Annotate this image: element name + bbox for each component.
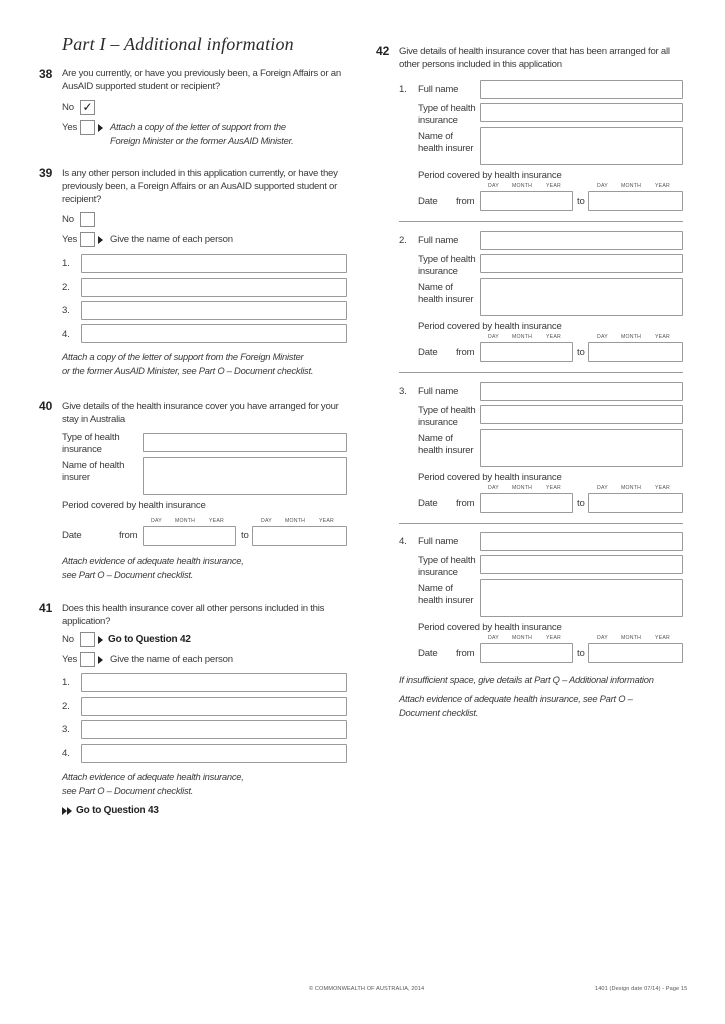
- insured-person-block: [396, 382, 688, 528]
- q39-note-line: or the former AusAID Minister, see Part O – Document checklist.: [62, 365, 314, 376]
- q41-note-line: see Part O – Document checklist.: [62, 785, 194, 796]
- question-38-number: 38: [39, 67, 53, 81]
- from-day-caption: DAY: [488, 183, 499, 189]
- q40-from-label: from: [119, 530, 138, 541]
- insurance-type-field[interactable]: [480, 555, 683, 574]
- q40-to-label: to: [241, 530, 249, 541]
- q39-person-name-field[interactable]: [81, 301, 347, 320]
- to-year-caption: YEAR: [655, 334, 670, 340]
- insurer-label-line: health insurer: [418, 143, 474, 154]
- insurer-label-line: health insurer: [418, 445, 474, 456]
- insurer-name-field[interactable]: [480, 579, 683, 617]
- full-name-field[interactable]: [480, 382, 683, 401]
- full-name-label: Full name: [418, 536, 459, 547]
- insurance-type-field[interactable]: [480, 103, 683, 122]
- insurer-name-field[interactable]: [480, 429, 683, 467]
- insurer-label-line: Name of: [418, 583, 453, 594]
- insurer-label-line: health insurer: [418, 595, 474, 606]
- q41-yes-checkbox[interactable]: [80, 652, 95, 667]
- date-to-field[interactable]: [588, 342, 683, 362]
- question-42-text-line: other persons included in this application: [399, 59, 562, 70]
- from-label: from: [456, 196, 475, 207]
- to-day-caption: DAY: [597, 485, 608, 491]
- q40-from-day-caption: DAY: [151, 518, 162, 524]
- question-41-number: 41: [39, 601, 53, 615]
- to-label: to: [577, 498, 585, 509]
- from-year-caption: YEAR: [546, 183, 561, 189]
- q41-no-label: No: [62, 634, 74, 645]
- date-to-field[interactable]: [588, 643, 683, 663]
- insured-person-block: [396, 80, 688, 226]
- arrow-right-icon: [98, 236, 103, 244]
- q39-yes-label: Yes: [62, 234, 78, 245]
- q39-yes-checkbox[interactable]: [80, 232, 95, 247]
- to-label: to: [577, 648, 585, 659]
- date-label: Date: [418, 648, 438, 659]
- q40-to-month-caption: MONTH: [285, 518, 306, 524]
- q39-note-line: Attach a copy of the letter of support from the Foreign Minister: [62, 351, 304, 362]
- type-label-line: insurance: [418, 115, 458, 126]
- person-number: 2.: [399, 235, 407, 246]
- type-label-line: Type of health: [418, 405, 476, 416]
- from-month-caption: MONTH: [512, 635, 533, 641]
- question-39-text-line: previously been, a Foreign Affairs or an AusAID supported student or: [62, 181, 338, 192]
- type-label-line: insurance: [418, 567, 458, 578]
- goto-question-42: Go to Question 42: [108, 634, 191, 645]
- insurer-name-field[interactable]: [480, 278, 683, 316]
- from-year-caption: YEAR: [546, 485, 561, 491]
- arrow-right-icon: [98, 656, 103, 664]
- from-day-caption: DAY: [488, 635, 499, 641]
- to-month-caption: MONTH: [621, 334, 642, 340]
- type-label-line: insurance: [418, 266, 458, 277]
- to-month-caption: MONTH: [621, 635, 642, 641]
- copyright-footer: © COMMONWEALTH OF AUSTRALIA, 2014: [309, 986, 425, 992]
- q40-date-label: Date: [62, 530, 82, 541]
- q40-type-label-line: Type of health: [62, 432, 120, 443]
- question-40-number: 40: [39, 399, 53, 413]
- from-day-caption: DAY: [488, 334, 499, 340]
- insufficient-space-note: If insufficient space, give details at Part Q – Additional information: [399, 674, 654, 685]
- question-38-text-line: Are you currently, or have you previously been, a Foreign Affairs or an: [62, 68, 341, 79]
- q41-person-name-field[interactable]: [81, 673, 347, 692]
- from-label: from: [456, 498, 475, 509]
- q40-type-label-line: insurance: [62, 444, 102, 455]
- checkmark-icon: ✓: [82, 100, 93, 114]
- q41-row-label: 2.: [62, 701, 70, 712]
- attach-evidence-note-line: Attach evidence of adequate health insurance, see Part O –: [399, 693, 633, 704]
- type-label-line: Type of health: [418, 555, 476, 566]
- question-41-text-line: application?: [62, 616, 111, 627]
- period-label: Period covered by health insurance: [418, 472, 562, 483]
- from-year-caption: YEAR: [546, 334, 561, 340]
- q39-row-label: 3.: [62, 305, 70, 316]
- insured-person-block: [396, 532, 688, 678]
- from-year-caption: YEAR: [546, 635, 561, 641]
- date-from-field[interactable]: [480, 493, 573, 513]
- insurance-type-field[interactable]: [480, 405, 683, 424]
- goto-question-43: Go to Question 43: [76, 805, 159, 816]
- insurer-label-line: health insurer: [418, 294, 474, 305]
- q40-insurer-name-field[interactable]: [143, 457, 347, 495]
- period-label: Period covered by health insurance: [418, 622, 562, 633]
- q39-no-checkbox[interactable]: [80, 212, 95, 227]
- q41-person-name-field[interactable]: [81, 697, 347, 716]
- q39-row-label: 2.: [62, 282, 70, 293]
- to-day-caption: DAY: [597, 334, 608, 340]
- q39-no-label: No: [62, 214, 74, 225]
- arrow-right-icon: [98, 636, 103, 644]
- q39-yes-instruction: Give the name of each person: [110, 234, 233, 245]
- full-name-label: Full name: [418, 84, 459, 95]
- q39-person-name-field[interactable]: [81, 278, 347, 297]
- type-label-line: insurance: [418, 417, 458, 428]
- period-label: Period covered by health insurance: [418, 321, 562, 332]
- date-label: Date: [418, 196, 438, 207]
- date-label: Date: [418, 347, 438, 358]
- q41-yes-instruction: Give the name of each person: [110, 654, 233, 665]
- period-label: Period covered by health insurance: [418, 170, 562, 181]
- q38-yes-label: Yes: [62, 122, 78, 133]
- q41-row-label: 3.: [62, 724, 70, 735]
- q41-row-label: 1.: [62, 677, 70, 688]
- full-name-label: Full name: [418, 235, 459, 246]
- section-divider: [399, 221, 683, 222]
- q40-insurer-label-line: insurer: [62, 472, 90, 483]
- to-year-caption: YEAR: [655, 183, 670, 189]
- to-label: to: [577, 196, 585, 207]
- from-month-caption: MONTH: [512, 485, 533, 491]
- to-day-caption: DAY: [597, 183, 608, 189]
- q40-note-line: see Part O – Document checklist.: [62, 569, 194, 580]
- q40-note-line: Attach evidence of adequate health insurance,: [62, 555, 244, 566]
- q40-from-month-caption: MONTH: [175, 518, 196, 524]
- question-39-text-line: recipient?: [62, 194, 102, 205]
- full-name-label: Full name: [418, 386, 459, 397]
- section-divider: [399, 372, 683, 373]
- q40-to-year-caption: YEAR: [319, 518, 334, 524]
- person-number: 4.: [399, 536, 407, 547]
- q41-person-name-field[interactable]: [81, 720, 347, 739]
- double-arrow-right-icon: [67, 807, 72, 815]
- to-month-caption: MONTH: [621, 183, 642, 189]
- insurer-label-line: Name of: [418, 433, 453, 444]
- q39-person-name-field[interactable]: [81, 324, 347, 343]
- section-title: Part I – Additional information: [62, 34, 294, 54]
- person-number: 1.: [399, 84, 407, 95]
- attach-evidence-note-line: Document checklist.: [399, 707, 479, 718]
- q39-person-name-field[interactable]: [81, 254, 347, 273]
- q40-date-from-field[interactable]: [143, 526, 236, 546]
- from-month-caption: MONTH: [512, 183, 533, 189]
- q40-date-to-field[interactable]: [252, 526, 347, 546]
- from-label: from: [456, 648, 475, 659]
- question-39-text-line: Is any other person included in this application currently, or have they: [62, 168, 338, 179]
- to-year-caption: YEAR: [655, 635, 670, 641]
- date-from-field[interactable]: [480, 643, 573, 663]
- date-label: Date: [418, 498, 438, 509]
- q41-yes-label: Yes: [62, 654, 78, 665]
- page-info-footer: 1401 (Design date 07/14) - Page 15: [595, 986, 688, 992]
- question-42-text-line: Give details of health insurance cover that has been arranged for all: [399, 46, 670, 57]
- full-name-field[interactable]: [480, 80, 683, 99]
- q41-person-name-field[interactable]: [81, 744, 347, 763]
- arrow-right-icon: [98, 124, 103, 132]
- date-to-field[interactable]: [588, 493, 683, 513]
- q40-period-label: Period covered by health insurance: [62, 500, 206, 511]
- q41-no-checkbox[interactable]: [80, 632, 95, 647]
- insured-person-block: [396, 231, 688, 377]
- q38-yes-note-line: Foreign Minister or the former AusAID Minister.: [110, 135, 294, 146]
- full-name-field[interactable]: [480, 231, 683, 250]
- q39-row-label: 1.: [62, 258, 70, 269]
- date-from-field[interactable]: [480, 342, 573, 362]
- q40-from-year-caption: YEAR: [209, 518, 224, 524]
- q41-note-line: Attach evidence of adequate health insurance,: [62, 771, 244, 782]
- type-label-line: Type of health: [418, 254, 476, 265]
- section-divider: [399, 523, 683, 524]
- from-month-caption: MONTH: [512, 334, 533, 340]
- q38-yes-checkbox[interactable]: [80, 120, 95, 135]
- insurer-label-line: Name of: [418, 131, 453, 142]
- question-41-text-line: Does this health insurance cover all other persons included in this: [62, 603, 325, 614]
- type-label-line: Type of health: [418, 103, 476, 114]
- insurer-name-field[interactable]: [480, 127, 683, 165]
- from-day-caption: DAY: [488, 485, 499, 491]
- person-number: 3.: [399, 386, 407, 397]
- q41-row-label: 4.: [62, 748, 70, 759]
- q40-insurer-label-line: Name of health: [62, 460, 125, 471]
- insurance-type-field[interactable]: [480, 254, 683, 273]
- q38-no-label: No: [62, 102, 74, 113]
- to-year-caption: YEAR: [655, 485, 670, 491]
- q40-to-day-caption: DAY: [261, 518, 272, 524]
- from-label: from: [456, 347, 475, 358]
- to-label: to: [577, 347, 585, 358]
- to-day-caption: DAY: [597, 635, 608, 641]
- date-to-field[interactable]: [588, 191, 683, 211]
- question-38-text-line: AusAID supported student or recipient?: [62, 81, 220, 92]
- q40-insurance-type-field[interactable]: [143, 433, 347, 452]
- q39-row-label: 4.: [62, 329, 70, 340]
- question-40-text-line: stay in Australia: [62, 414, 125, 425]
- to-month-caption: MONTH: [621, 485, 642, 491]
- question-40-text-line: Give details of the health insurance cover you have arranged for your: [62, 401, 339, 412]
- full-name-field[interactable]: [480, 532, 683, 551]
- insurer-label-line: Name of: [418, 282, 453, 293]
- date-from-field[interactable]: [480, 191, 573, 211]
- q38-no-checkbox[interactable]: [80, 100, 95, 115]
- question-42-number: 42: [376, 44, 390, 58]
- q38-yes-note-line: Attach a copy of the letter of support from the: [110, 121, 286, 132]
- question-39-number: 39: [39, 166, 53, 180]
